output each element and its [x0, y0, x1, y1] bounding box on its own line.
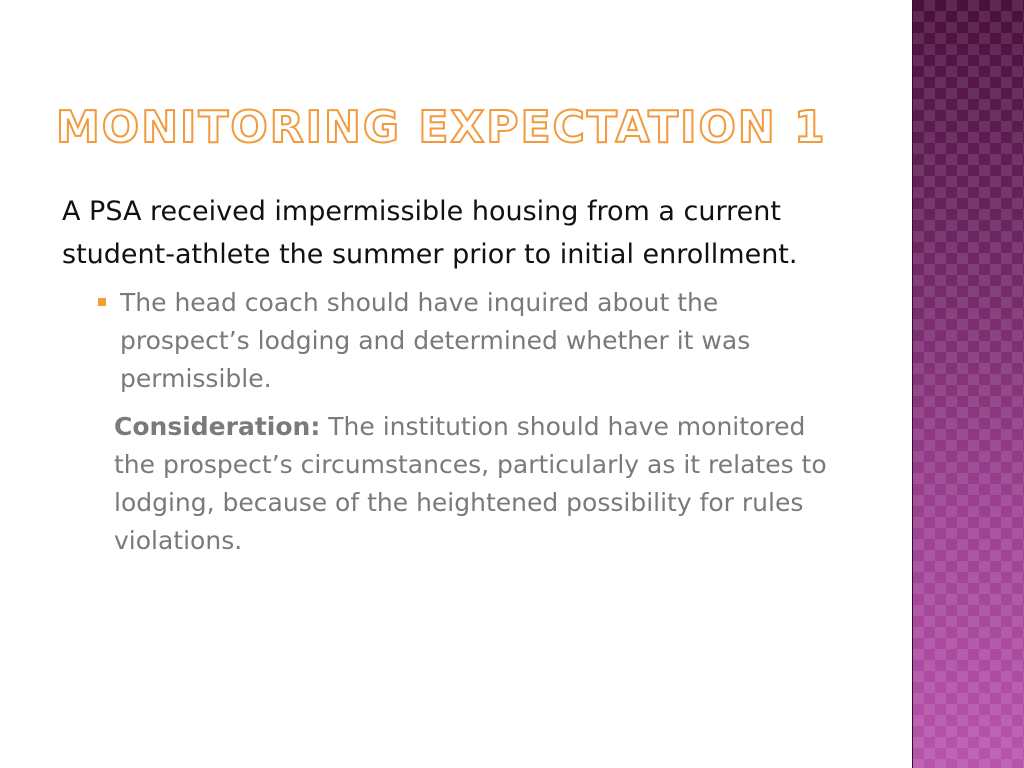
slide-body [62, 190, 852, 560]
decorative-side-band [912, 0, 1024, 768]
bullet-text: The head coach should have inquired about the prospect’s lodging and determined whether it was permissible. [120, 288, 751, 393]
consideration-text: The institution should have monitored the prospect’s circumstances, particularly as it relates to lodging, because of the heightened possibility for rules violations. [114, 412, 827, 555]
bullet-item [62, 284, 852, 398]
main-paragraph: A PSA received impermissible housing from a current student-athlete the summer prior to initial enrollment. [62, 196, 798, 270]
square-bullet-icon [98, 298, 106, 306]
slide-title: MONITORING EXPECTATION 1 [56, 102, 827, 153]
consideration-label: Consideration: [114, 412, 321, 441]
consideration-paragraph [114, 408, 852, 560]
